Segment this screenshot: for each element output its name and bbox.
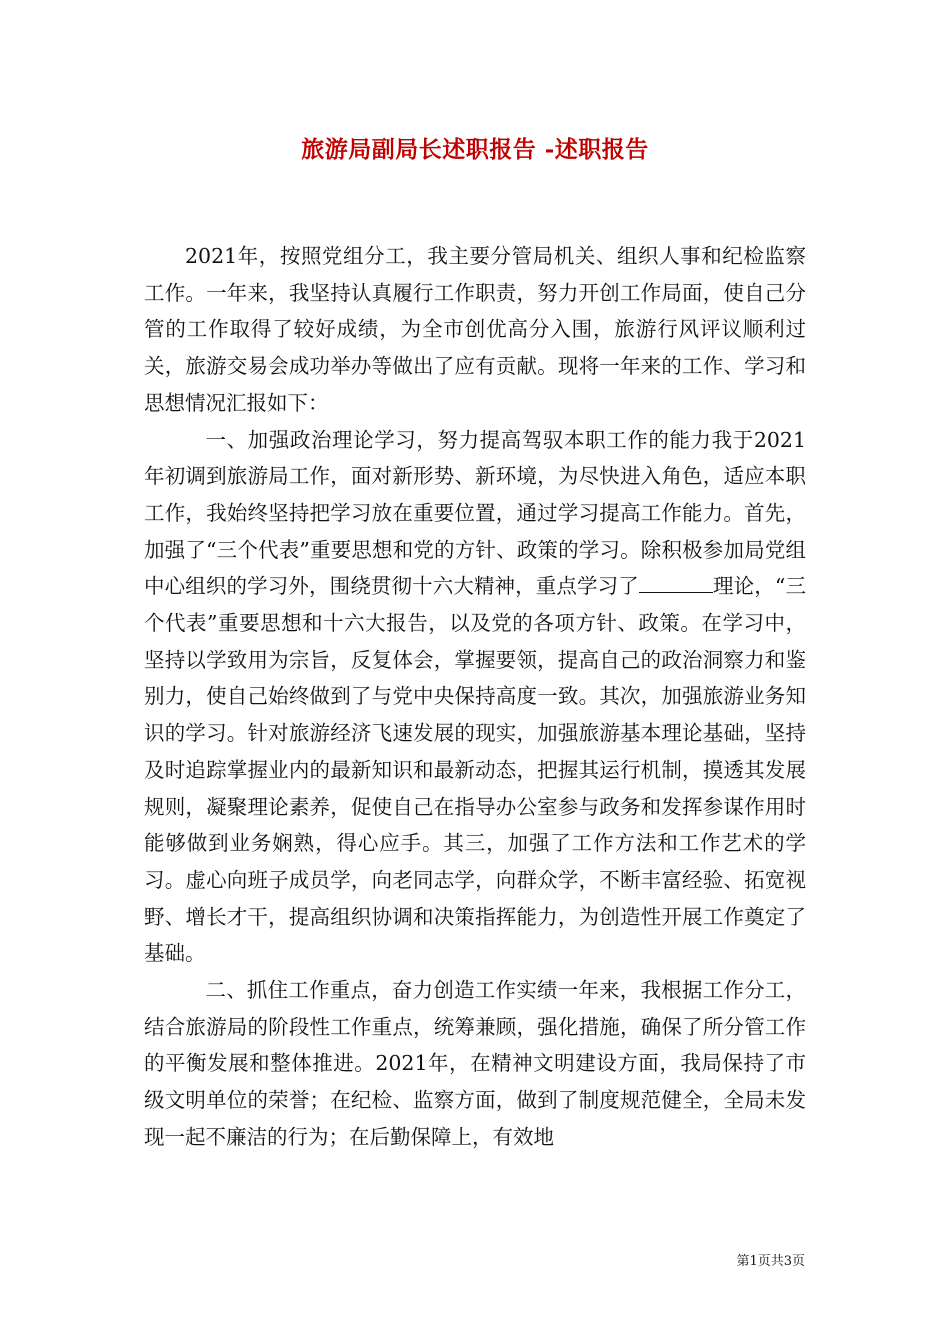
paragraph-intro: 2021年，按照党组分工，我主要分管局机关、组织人事和纪检监察工作。一年来，我坚持认真履行工作职责，努力开创工作局面，使自己分管的工作取得了较好成绩，为全市创优高分入围，旅游行风评议顺利过关，旅游交易会成功举办等做出了应有贡献。现将一年来的工作、学习和思想情况汇报如下： (144, 244, 806, 415)
page-number: 第1页共3页 (736, 1254, 805, 1269)
document-body (144, 238, 806, 1156)
paragraph-section-one-part-a: 一、加强政治理论学习，努力提高驾驭本职工作的能力我于2021年初调到旅游局工作，面对新形势、新环境，为尽快进入角色，适应本职工作，我始终坚持把学习放在重要位置，通过学习提高工作能力。首先，加强了“三个代表”重要思想和党的方针、政策的学习。除积极参加局党组中心组织的学习外，围绕贯彻十六大精神，重点学习了 (144, 427, 806, 599)
paragraph-section-one-part-b: 理论，“三个代表”重要思想和十六大报告，以及党的各项方针、政策。在学习中，坚持以学致用为宗旨，反复体会，掌握要领，提高自己的政治洞察力和鉴别力，使自己始终做到了与党中央保持高度一致。其次，加强旅游业务知识的学习。针对旅游经济飞速发展的现实，加强旅游基本理论基础，坚持及时追踪掌握业内的最新知识和最新动态，把握其运行机制，摸透其发展规则，凝聚理论素养，促使自己在指导办公室参与政务和发挥参谋作用时能够做到业务娴熟，得心应手。其三，加强了工作方法和工作艺术的学习。虚心向班子成员学，向老同志学，向群众学，不断丰富经验、拓宽视野、增长才干，提高组织协调和决策指挥能力，为创造性开展工作奠定了基础。 (144, 574, 807, 966)
paragraph-section-two: 二、抓住工作重点，奋力创造工作实绩一年来，我根据工作分工，结合旅游局的阶段性工作重点，统筹兼顾，强化措施，确保了所分管工作的平衡发展和整体推进。2021年，在精神文明建设方面，我局保持了市级文明单位的荣誉；在纪检、监察方面，做到了制度规范健全，全局未发现一起不廉洁的行为；在后勤保障上，有效地 (144, 978, 806, 1149)
fill-in-blank (639, 574, 713, 593)
document-title: 旅游局副局长述职报告 -述职报告 (301, 136, 649, 163)
paragraph-section-one (144, 422, 806, 973)
